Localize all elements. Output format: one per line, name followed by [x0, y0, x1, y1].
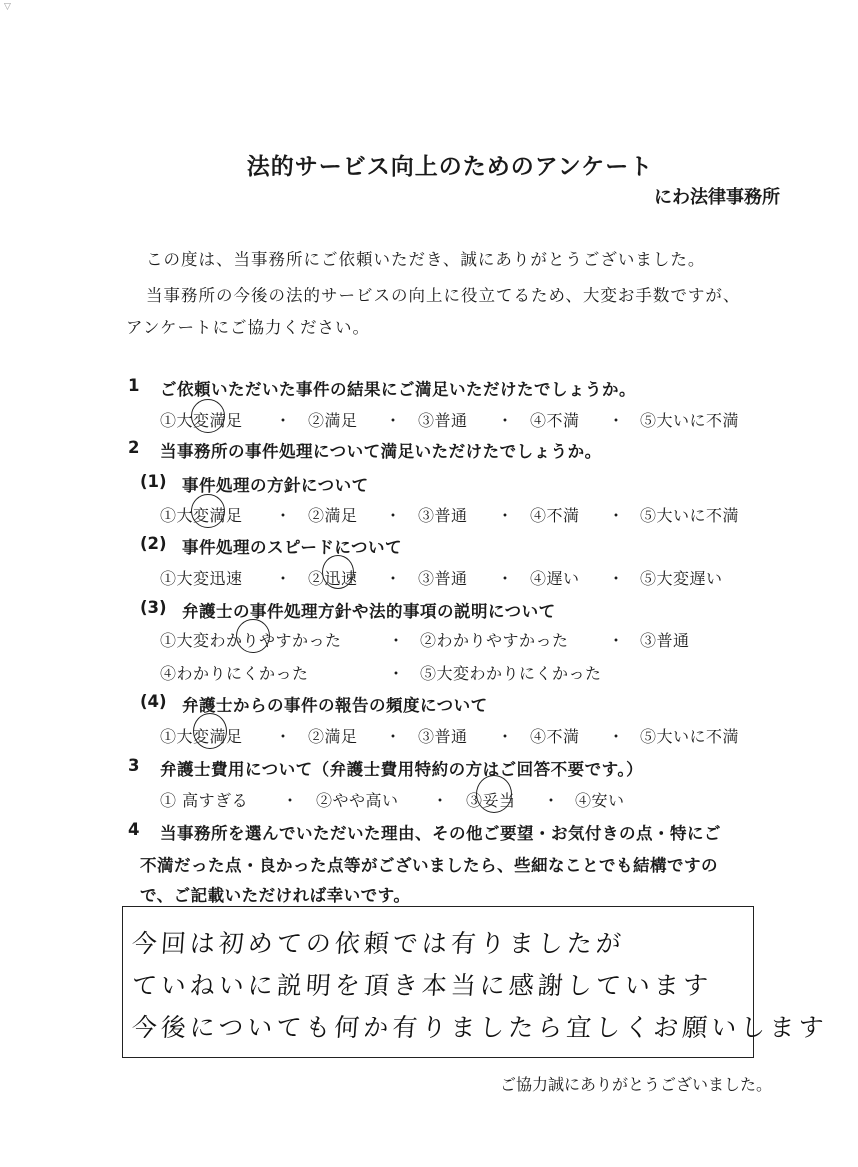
separator-dot: ・	[275, 411, 292, 430]
separator-dot: ・	[432, 791, 449, 810]
question-1-number: 1	[128, 376, 140, 395]
q2-4-option-4[interactable]: ④不満	[530, 727, 580, 746]
q2-2-option-5[interactable]: ⑤大変遅い	[640, 569, 723, 588]
separator-dot: ・	[275, 569, 292, 588]
q2-3-option-1[interactable]: ①大変わかりやすかった	[160, 631, 342, 650]
q3-option-3[interactable]: ③妥当	[466, 791, 516, 810]
q3-option-2[interactable]: ②やや高い	[316, 791, 399, 810]
question-4-line-1: 当事務所を選んでいただいた理由、その他ご要望・お気付きの点・特にご	[160, 824, 721, 843]
q1-option-4[interactable]: ④不満	[530, 411, 580, 430]
separator-dot: ・	[608, 631, 625, 650]
closing-thanks: ご協力誠にありがとうございました。	[499, 1075, 772, 1094]
intro-line-2: 当事務所の今後の法的サービスの向上に役立てるため、大変お手数ですが、	[146, 286, 741, 305]
question-4-line-2: 不満だった点・良かった点等がございましたら、些細なことでも結構ですの	[140, 856, 718, 875]
q2-1-option-1[interactable]: ①大変満足	[160, 506, 243, 525]
handwritten-answer-line-2: ていねいに説明を頂き本当に感謝しています	[130, 971, 713, 1000]
q2-sub-3-number: (3)	[140, 598, 167, 617]
separator-dot: ・	[385, 569, 402, 588]
q3-option-4[interactable]: ④安い	[575, 791, 625, 810]
q2-4-answer-circle	[193, 713, 227, 749]
q2-2-option-2[interactable]: ②迅速	[308, 569, 358, 588]
q1-option-2[interactable]: ②満足	[308, 411, 358, 430]
separator-dot: ・	[497, 411, 514, 430]
separator-dot: ・	[497, 569, 514, 588]
q2-4-option-5[interactable]: ⑤大いに不満	[640, 727, 740, 746]
q1-option-5[interactable]: ⑤大いに不満	[640, 411, 740, 430]
separator-dot: ・	[385, 727, 402, 746]
separator-dot: ・	[385, 411, 402, 430]
q2-2-option-4[interactable]: ④遅い	[530, 569, 580, 588]
survey-title: 法的サービス向上のためのアンケート	[246, 154, 654, 180]
scan-corner-mark: ▽	[4, 2, 11, 12]
q2-sub-1-number: (1)	[140, 472, 167, 491]
separator-dot: ・	[608, 506, 625, 525]
q2-4-option-3[interactable]: ③普通	[418, 727, 468, 746]
q3-option-1[interactable]: ① 高すぎる	[160, 791, 249, 810]
q1-option-3[interactable]: ③普通	[418, 411, 468, 430]
q3-answer-circle	[476, 775, 512, 813]
intro-line-3: アンケートにご協力ください。	[126, 318, 371, 337]
organization-name: にわ法律事務所	[654, 187, 780, 208]
q2-sub-4-text: 弁護士からの事件の報告の頻度について	[182, 696, 488, 715]
separator-dot: ・	[497, 727, 514, 746]
q2-sub-3-text: 弁護士の事件処理方針や法的事項の説明について	[182, 602, 556, 621]
q2-3-option-3[interactable]: ③普通	[640, 631, 690, 650]
q2-sub-1-text: 事件処理の方針について	[182, 476, 369, 495]
q1-option-1[interactable]: ①大変満足	[160, 411, 243, 430]
q2-sub-2-text: 事件処理のスピードについて	[182, 538, 403, 557]
separator-dot: ・	[608, 569, 625, 588]
question-2-text: 当事務所の事件処理について満足いただけたでしょうか。	[160, 442, 602, 461]
separator-dot: ・	[275, 727, 292, 746]
q2-1-answer-circle	[191, 494, 225, 528]
q2-3-answer-circle	[236, 619, 270, 653]
q2-3-option-4[interactable]: ④わかりにくかった	[160, 664, 309, 683]
q2-2-option-1[interactable]: ①大変迅速	[160, 569, 243, 588]
q2-sub-2-number: (2)	[140, 534, 167, 553]
q2-1-option-3[interactable]: ③普通	[418, 506, 468, 525]
question-4-number: 4	[128, 820, 140, 839]
q2-4-option-2[interactable]: ②満足	[308, 727, 358, 746]
question-3-number: 3	[128, 756, 140, 775]
separator-dot: ・	[388, 631, 405, 650]
q2-4-option-1[interactable]: ①大変満足	[160, 727, 243, 746]
question-3-text: 弁護士費用について（弁護士費用特約の方はご回答不要です。）	[160, 760, 644, 779]
q2-2-answer-circle	[322, 555, 354, 589]
q2-1-option-5[interactable]: ⑤大いに不満	[640, 506, 740, 525]
separator-dot: ・	[282, 791, 299, 810]
separator-dot: ・	[385, 506, 402, 525]
separator-dot: ・	[608, 727, 625, 746]
q1-answer-circle	[191, 399, 225, 433]
q2-sub-4-number: (4)	[140, 692, 167, 711]
q2-3-option-5[interactable]: ⑤大変わかりにくかった	[420, 664, 602, 683]
separator-dot: ・	[275, 506, 292, 525]
question-4-line-3: で、ご記載いただければ幸いです。	[140, 886, 411, 905]
handwritten-answer-line-3: 今後についても何か有りましたら宜しくお願いします	[130, 1013, 829, 1042]
q2-3-option-2[interactable]: ②わかりやすかった	[420, 631, 569, 650]
separator-dot: ・	[388, 664, 405, 683]
handwritten-answer-line-1: 今回は初めての依頼では有りましたが	[130, 929, 626, 958]
intro-line-1: この度は、当事務所にご依頼いただき、誠にありがとうございました。	[146, 250, 706, 269]
q2-2-option-3[interactable]: ③普通	[418, 569, 468, 588]
question-2-number: 2	[128, 438, 140, 457]
separator-dot: ・	[543, 791, 560, 810]
question-1-text: ご依頼いただいた事件の結果にご満足いただけたでしょうか。	[160, 380, 636, 399]
q2-1-option-4[interactable]: ④不満	[530, 506, 580, 525]
separator-dot: ・	[497, 506, 514, 525]
q2-1-option-2[interactable]: ②満足	[308, 506, 358, 525]
separator-dot: ・	[608, 411, 625, 430]
